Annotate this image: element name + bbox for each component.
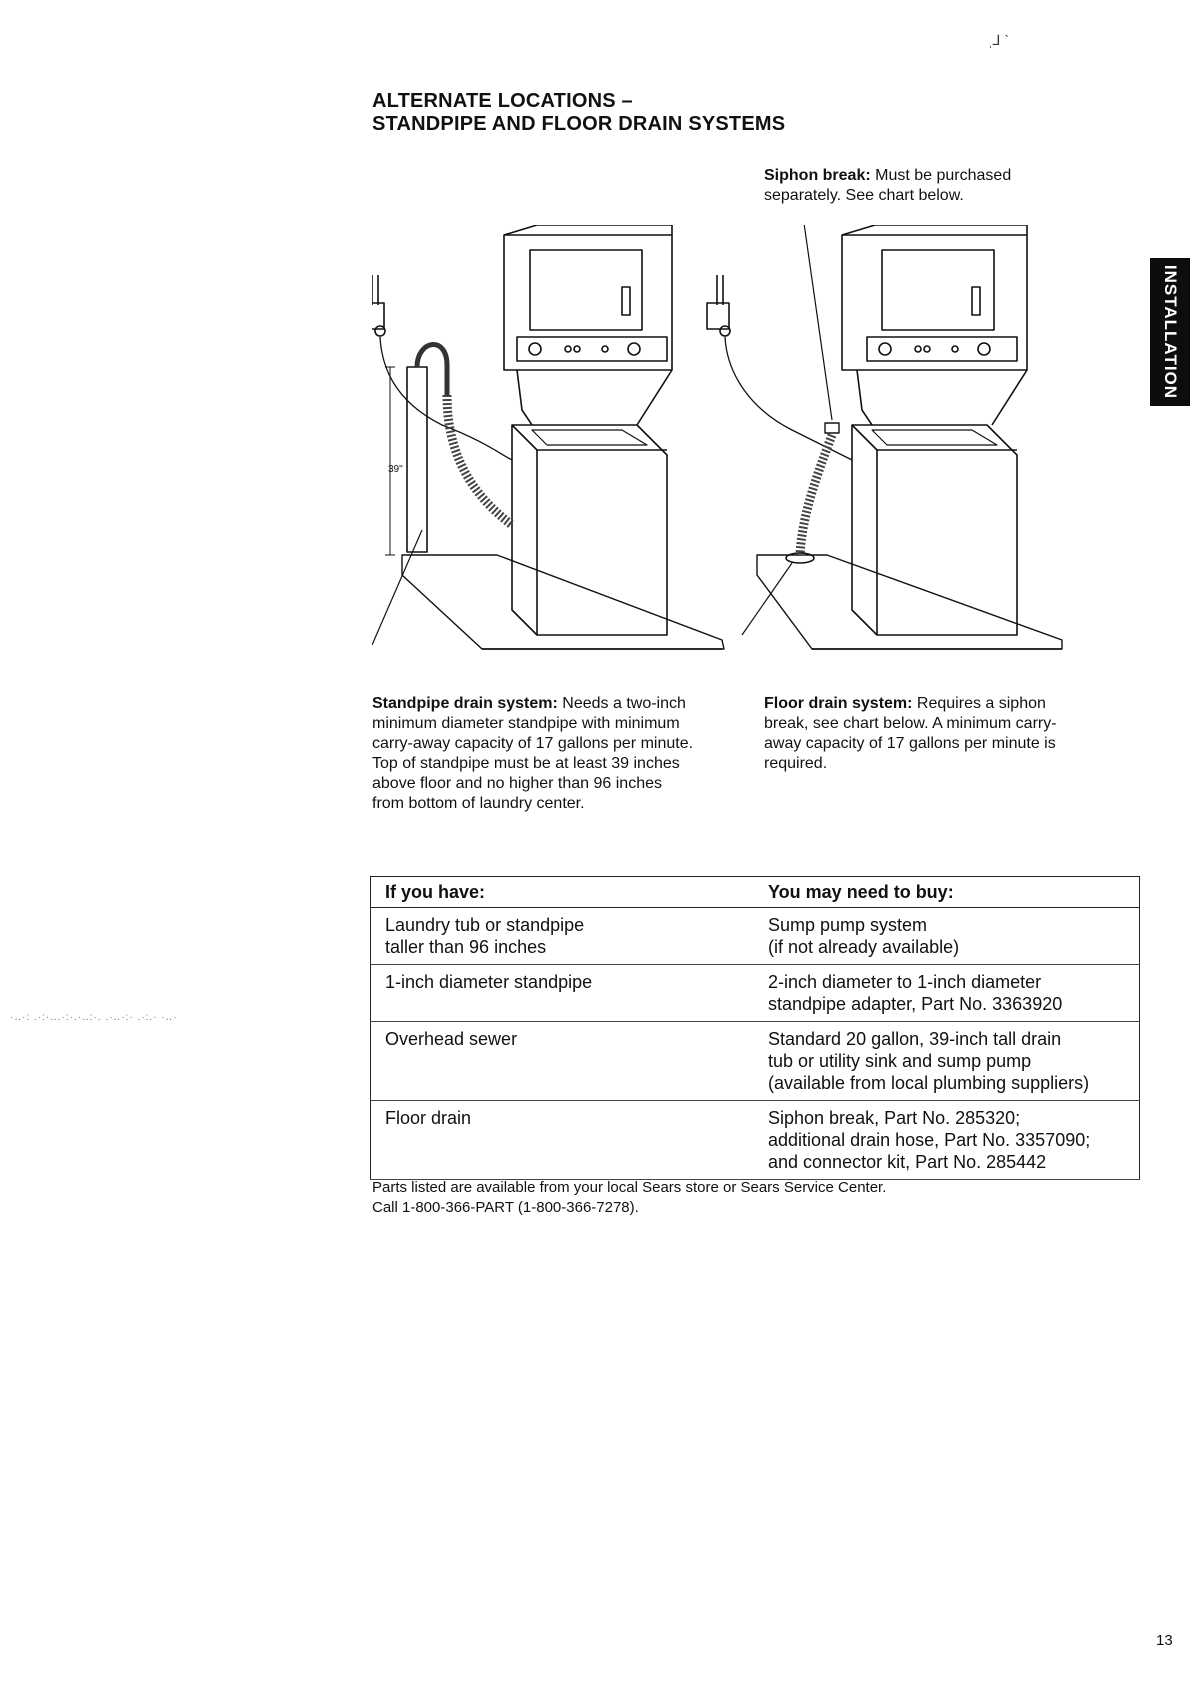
standpipe-illustration (372, 225, 724, 649)
cell-line: 2-inch diameter to 1-inch diameter (768, 972, 1042, 992)
height-label: 39" (388, 464, 403, 475)
standpipe-caption-line: minimum diameter standpipe with minimum (372, 715, 680, 732)
footnote (372, 1178, 886, 1218)
floor-drain-illustration (707, 225, 1062, 649)
cell-line: Siphon break, Part No. 285320; (768, 1108, 1021, 1128)
floor-drain-caption-line: break, see chart below. A minimum carry- (764, 715, 1057, 732)
section-tab-label: INSTALLATION (1161, 264, 1180, 400)
cell-line: Overhead sewer (385, 1029, 518, 1049)
buy-cell (754, 908, 1140, 965)
title-line-2: STANDPIPE AND FLOOR DRAIN SYSTEMS (372, 113, 786, 135)
page-title (372, 90, 785, 136)
siphon-break-label: Siphon break: (764, 167, 871, 184)
table-row (371, 1101, 1140, 1180)
standpipe-caption-label: Standpipe drain system: (372, 695, 558, 712)
table-row (371, 965, 1140, 1022)
cell-line: standpipe adapter, Part No. 3363920 (768, 994, 1063, 1014)
cell-line: and connector kit, Part No. 285442 (768, 1152, 1047, 1172)
floor-drain-caption-line: required. (764, 755, 828, 772)
have-cell (371, 1101, 755, 1180)
cell-line: 1-inch diameter standpipe (385, 972, 593, 992)
section-tab (1150, 258, 1190, 406)
cell-line: tub or utility sink and sump pump (768, 1051, 1032, 1071)
column-header-buy: You may need to buy: (754, 877, 1140, 908)
buy-cell (754, 965, 1140, 1022)
buy-cell (754, 1022, 1140, 1101)
floor-drain-caption-line: Requires a siphon (912, 695, 1046, 712)
cell-line: taller than 96 inches (385, 937, 547, 957)
page-number: 13 (1156, 1632, 1173, 1649)
cell-line: (available from local plumbing suppliers) (768, 1073, 1090, 1093)
siphon-break-text-2: separately. See chart below. (764, 187, 964, 204)
floor-drain-caption-line: away capacity of 17 gallons per minute is (764, 735, 1056, 752)
buy-cell (754, 1101, 1140, 1180)
column-header-have: If you have: (371, 877, 755, 908)
siphon-break-text-1: Must be purchased (870, 167, 1012, 184)
floor-drain-caption-label: Floor drain system: (764, 695, 913, 712)
cell-line: (if not already available) (768, 937, 960, 957)
table-row (371, 908, 1140, 965)
table-row (371, 1022, 1140, 1101)
cell-line: additional drain hose, Part No. 3357090; (768, 1130, 1091, 1150)
have-cell (371, 908, 755, 965)
standpipe-caption-line: from bottom of laundry center. (372, 795, 585, 812)
have-cell (371, 1022, 755, 1101)
standpipe-caption-line: Top of standpipe must be at least 39 inches (372, 755, 680, 772)
floor-drain-caption (764, 694, 1124, 774)
scan-mark: ˌ⅃ ˋ (988, 32, 1010, 48)
cell-line: Standard 20 gallon, 39-inch tall drain (768, 1029, 1062, 1049)
laundry-center-illustrations (372, 225, 1102, 685)
standpipe-caption-line: carry-away capacity of 17 gallons per minute. (372, 735, 694, 752)
footnote-line-2: Call 1-800-366-PART (1-800-366-7278). (372, 1199, 639, 1216)
table-header-row (371, 877, 1140, 908)
cell-line: Floor drain (385, 1108, 472, 1128)
siphon-break-callout (764, 166, 1011, 206)
standpipe-caption (372, 694, 752, 814)
parts-table (370, 876, 1140, 1180)
cell-line: Sump pump system (768, 915, 928, 935)
standpipe-caption-line: Needs a two-inch (557, 695, 686, 712)
cell-line: Laundry tub or standpipe (385, 915, 585, 935)
standpipe-caption-line: above floor and no higher than 96 inches (372, 775, 662, 792)
have-cell (371, 965, 755, 1022)
scan-noise: ·‥·: .·:·‥.·:·.·‥:·. .·‥·:· .·:.· ·‥· (10, 1012, 178, 1023)
footnote-line-1: Parts listed are available from your local Sears store or Sears Service Center. (372, 1179, 887, 1196)
title-line-1: ALTERNATE LOCATIONS – (372, 90, 633, 112)
